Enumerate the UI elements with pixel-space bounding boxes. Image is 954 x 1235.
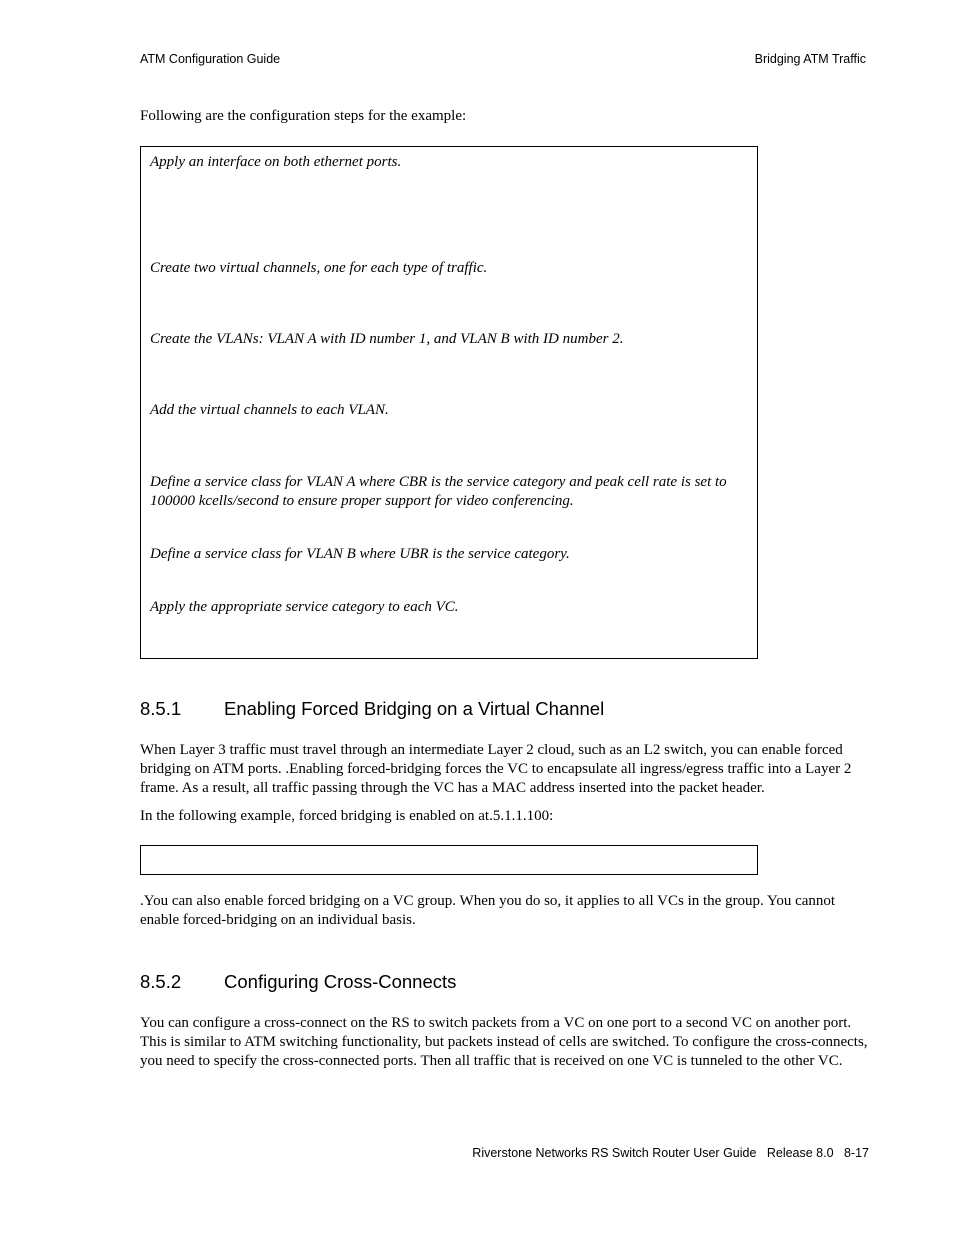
paragraph-vc-group: .You can also enable forced bridging on a VC group. When you do so, it applies to all VCs in the group. You cannot enable forced-bridging on an individual basis.	[140, 893, 836, 928]
config-step-7: Apply the appropriate service category to each VC.	[150, 599, 459, 615]
running-header-right: Bridging ATM Traffic	[754, 52, 866, 66]
config-step-4: Add the virtual channels to each VLAN.	[150, 402, 389, 418]
config-steps-box	[140, 146, 758, 659]
intro-text: Following are the configuration steps for the example:	[140, 108, 467, 124]
section-heading-8-5-2	[140, 971, 456, 993]
config-step-3: Create the VLANs: VLAN A with ID number 1, and VLAN B with ID number 2.	[150, 331, 624, 347]
section-number: 8.5.1	[140, 698, 182, 719]
paragraph-example-intro: In the following example, forced bridging is enabled on at.5.1.1.100:	[140, 808, 554, 824]
config-step-5: Define a service class for VLAN A where CBR is the service category and peak cell rate is set to 100000 kcells/second to ensure proper support for video conferencing.	[150, 474, 727, 509]
config-step-6: Define a service class for VLAN B where UBR is the service category.	[150, 546, 570, 562]
config-step-1: Apply an interface on both ethernet ports.	[150, 154, 402, 170]
section-title: Enabling Forced Bridging on a Virtual Channel	[224, 698, 605, 719]
code-example-box	[140, 845, 758, 875]
paragraph-cross-connects: You can configure a cross-connect on the RS to switch packets from a VC on one port to a second VC on another port. This is similar to ATM switching functionality, but packets instead of cells are switched. To configure the cross-connects, you need to specify the cross-connected ports. Then all traffic that is received on one VC is tunneled to the other VC.	[140, 1015, 868, 1069]
running-header-left: ATM Configuration Guide	[140, 52, 281, 66]
page-footer: Riverstone Networks RS Switch Router User Guide Release 8.0 8-17	[472, 1146, 869, 1160]
paragraph-forced-bridging: When Layer 3 traffic must travel through an intermediate Layer 2 cloud, such as an L2 switch, you can enable forced bridging on ATM ports. .Enabling forced-bridging forces the VC to encapsulate all ingress/egress traffic into a Layer 2 frame. As a result, all traffic passing through the VC has a MAC address inserted into the packet header.	[140, 742, 852, 796]
section-title: Configuring Cross-Connects	[224, 971, 457, 992]
section-number: 8.5.2	[140, 971, 182, 992]
config-step-2: Create two virtual channels, one for each type of traffic.	[150, 260, 488, 276]
section-heading-8-5-1	[140, 698, 604, 720]
